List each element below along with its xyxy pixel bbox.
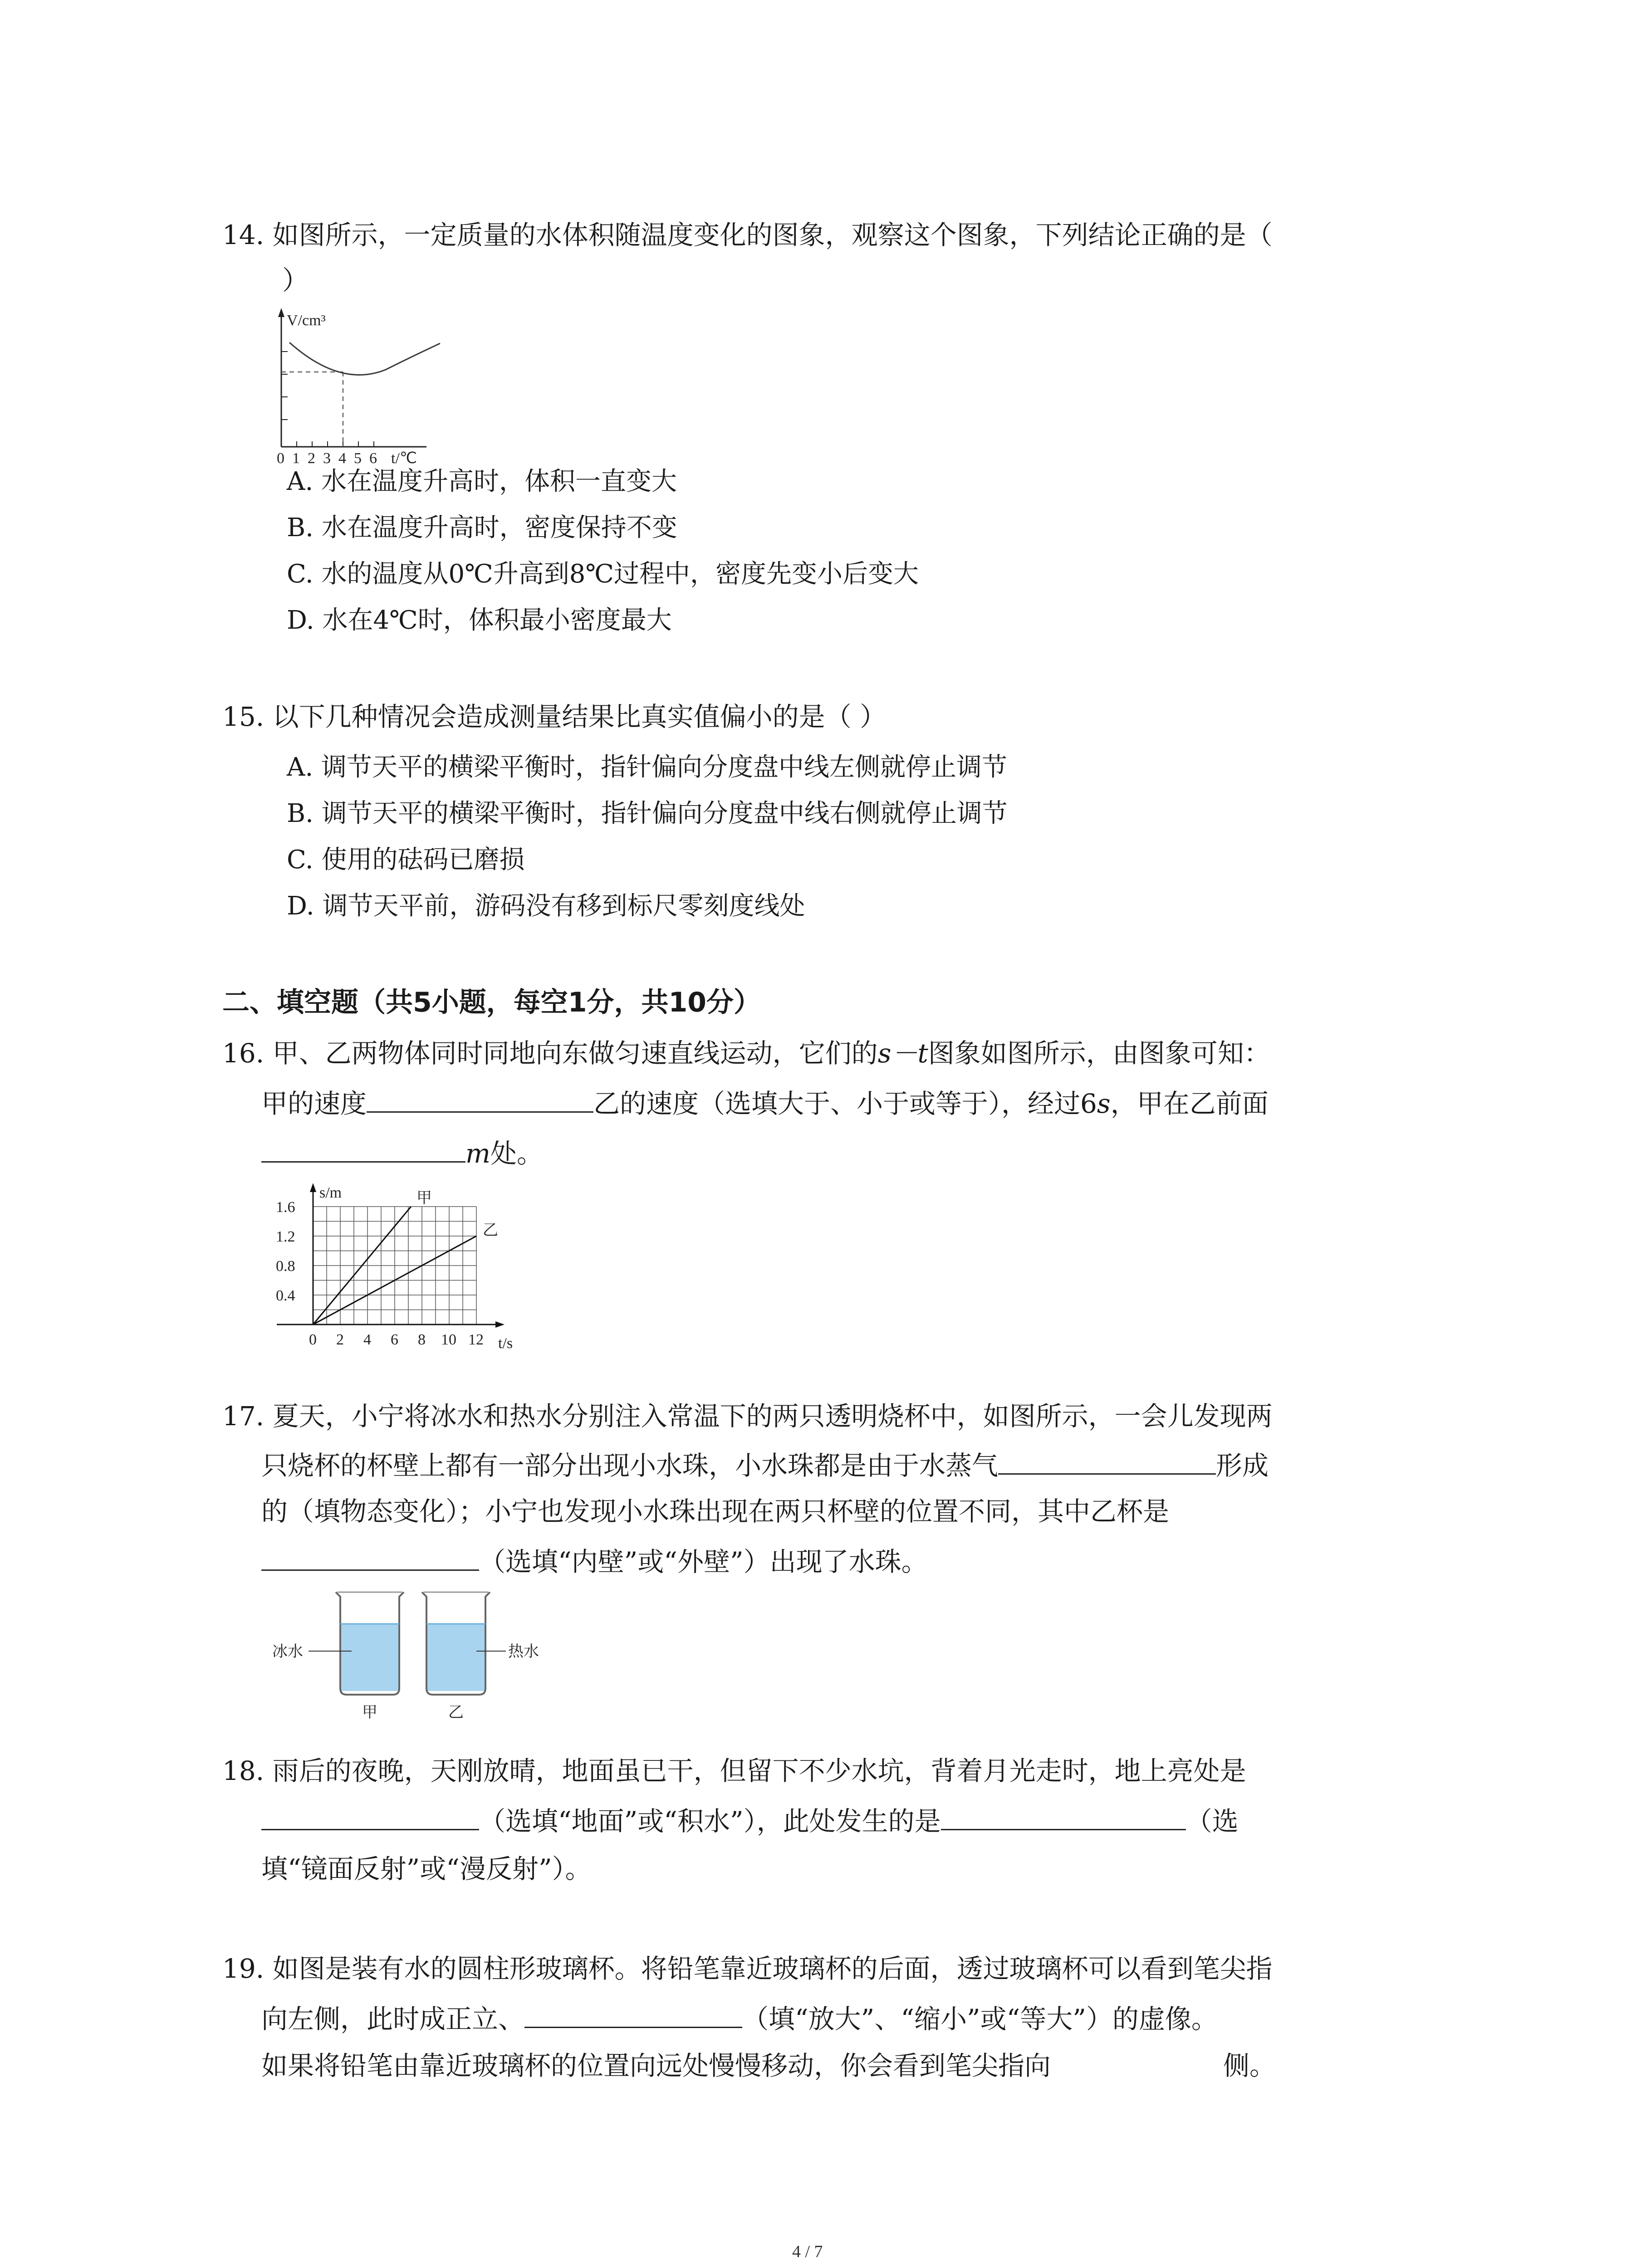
y-axis-label: V/cm³ [287, 312, 326, 329]
x-tick-4: 4 [338, 450, 346, 465]
q19-stem-line1: 19. 如图是装有水的圆柱形玻璃杯。将铅笔靠近玻璃杯的后面，透过玻璃杯可以看到笔尖指 [222, 1953, 1273, 1984]
q14-volume-temperature-graph [272, 302, 481, 465]
x-tick-6: 6 [369, 450, 377, 465]
y-tick-label: 0.4 [276, 1287, 295, 1304]
q14-stem-line1: 14. 如图所示，一定质量的水体积随温度变化的图象，观察这个图象，下列结论正确的是（ [222, 220, 1273, 250]
q17-stem-line3: 的（填物态变化）；小宁也发现小水珠出现在两只杯壁的位置不同，其中乙杯是 [261, 1496, 1170, 1527]
q16-st-graph [268, 1175, 540, 1356]
q15-option-c[interactable]: C. 使用的砝码已磨损 [287, 845, 525, 875]
x-tick-label: 10 [441, 1331, 456, 1348]
y-tick-label: 1.2 [276, 1228, 295, 1245]
y-tick-label: 1.6 [276, 1199, 295, 1216]
q16-line2-c: ，甲在乙前面 [1110, 1088, 1269, 1119]
q17-blank-1[interactable] [998, 1446, 1216, 1475]
q14-option-b[interactable]: B. 水在温度升高时，密度保持不变 [287, 513, 677, 543]
q17-line4-b: （选填“内壁”或“外壁”）出现了水珠。 [479, 1546, 928, 1577]
q14-stem-line2: ） [282, 265, 309, 296]
q16-line3-m: m [465, 1138, 490, 1169]
x-axis-label: t/℃ [391, 450, 417, 465]
q16-stem-line2 [261, 1084, 1269, 1122]
x-tick-2: 2 [308, 450, 315, 465]
q18-stem-line3: 填“镜面反射”或“漫反射”）。 [261, 1853, 592, 1884]
beaker-jia [336, 1592, 404, 1695]
q15-stem: 15. 以下几种情况会造成测量结果比真实值偏小的是（ ） [222, 701, 887, 732]
q18-stem-line2 [261, 1802, 1239, 1839]
q15-option-b[interactable]: B. 调节天平的横梁平衡时，指针偏向分度盘中线右侧就停止调节 [287, 799, 1008, 828]
q16-stem-line1 [222, 1035, 1270, 1071]
x-tick-1: 1 [292, 450, 300, 465]
x-tick-label: 8 [418, 1331, 426, 1348]
x-axis-title: t/s [498, 1335, 513, 1352]
q18-blank-2[interactable] [941, 1802, 1186, 1830]
x-tick-label: 4 [363, 1331, 371, 1348]
series-yi-label: 乙 [483, 1221, 498, 1239]
q16-blank-1[interactable] [367, 1084, 593, 1113]
section-title-fill-in: 二、填空题（共5小题，每空1分，共10分） [222, 987, 761, 1018]
q17-beakers-figure [272, 1583, 563, 1719]
q19-stem-line2 [261, 1999, 1218, 2037]
ice-water-label: 冰水 [272, 1642, 303, 1661]
q16-line2-b: 乙的速度（选填大于、小于或等于），经过6 [593, 1088, 1097, 1119]
cup-yi-label: 乙 [448, 1703, 464, 1719]
q16-line1-b: 图象如图所示，由图象可知： [928, 1038, 1270, 1069]
q19-line3-a: 如果将铅笔由靠近玻璃杯的位置向远处慢慢移动，你会看到笔尖指向 [261, 2050, 1051, 2081]
x-tick-label: 0 [309, 1331, 317, 1348]
cup-jia-label: 甲 [362, 1703, 377, 1719]
q18-line2-c: （选 [1185, 1806, 1239, 1837]
volume-curve [289, 342, 440, 375]
x-axis-arrow [495, 1321, 505, 1328]
y-axis-title: s/m [319, 1184, 342, 1201]
q19-line2-b: （填“放大”、“缩小”或“等大”）的虚像。 [742, 2004, 1218, 2034]
series-jia-label: 甲 [416, 1189, 432, 1207]
q16-line1-a: 16. 甲、乙两物体同时同地向东做匀速直线运动，它们的 [222, 1038, 878, 1069]
y-axis-arrow [310, 1183, 316, 1192]
beaker-yi [422, 1592, 490, 1695]
q17-stem-line2 [261, 1446, 1269, 1484]
q16-line1-math: s－t [877, 1038, 928, 1069]
q17-line2-a: 只烧杯的杯壁上都有一部分出现小水珠，小水珠都是由于水蒸气 [261, 1450, 999, 1481]
hot-water-label: 热水 [508, 1642, 539, 1661]
q16-stem-line3 [261, 1134, 543, 1172]
x-tick-3: 3 [323, 450, 331, 465]
x-tick-label: 6 [391, 1331, 398, 1348]
q19-blank-1[interactable] [524, 1999, 742, 2028]
q15-option-a[interactable]: A. 调节天平的横梁平衡时，指针偏向分度盘中线左侧就停止调节 [287, 753, 1008, 782]
q14-option-d[interactable]: D. 水在4℃时，体积最小密度最大 [287, 606, 672, 635]
q17-blank-2[interactable] [261, 1542, 479, 1571]
st-axes [277, 1183, 505, 1328]
q16-line3-b: 处。 [490, 1138, 544, 1169]
q17-line2-b: 形成 [1216, 1450, 1269, 1481]
x-tick-label: 12 [468, 1331, 484, 1348]
q17-stem-line4 [261, 1542, 928, 1580]
q19-stem-line3 [261, 2048, 1276, 2084]
q16-line2-s: s [1097, 1088, 1111, 1119]
st-labels [276, 1184, 513, 1352]
q14-option-c[interactable]: C. 水的温度从0℃升高到8℃过程中，密度先变小后变大 [287, 559, 919, 589]
q19-line3-b: 侧。 [1223, 2050, 1276, 2081]
q16-blank-2[interactable] [261, 1134, 465, 1163]
q15-option-d[interactable]: D. 调节天平前，游码没有移到标尺零刻度线处 [287, 891, 805, 921]
q18-blank-1[interactable] [261, 1802, 479, 1830]
page-number: 4 / 7 [792, 2242, 823, 2261]
q14-option-a[interactable]: A. 水在温度升高时，体积一直变大 [287, 467, 677, 496]
q16-line2-a: 甲的速度 [261, 1088, 367, 1119]
x-tick-label: 2 [336, 1331, 344, 1348]
st-grid [313, 1207, 476, 1325]
q19-line2-a: 向左侧，此时成正立、 [261, 2004, 525, 2034]
x-tick-0: 0 [277, 450, 284, 465]
q17-stem-line1: 17. 夏天，小宁将冰水和热水分别注入常温下的两只透明烧杯中，如图所示，一会儿发现两 [222, 1401, 1273, 1432]
y-tick-label: 0.8 [276, 1258, 295, 1275]
x-tick-5: 5 [354, 450, 362, 465]
q18-line2-b: （选填“地面”或“积水”），此处发生的是 [479, 1806, 941, 1837]
q18-stem-line1: 18. 雨后的夜晚，天刚放晴，地面虽已干，但留下不少水坑，背着月光走时，地上亮处是 [222, 1755, 1246, 1786]
